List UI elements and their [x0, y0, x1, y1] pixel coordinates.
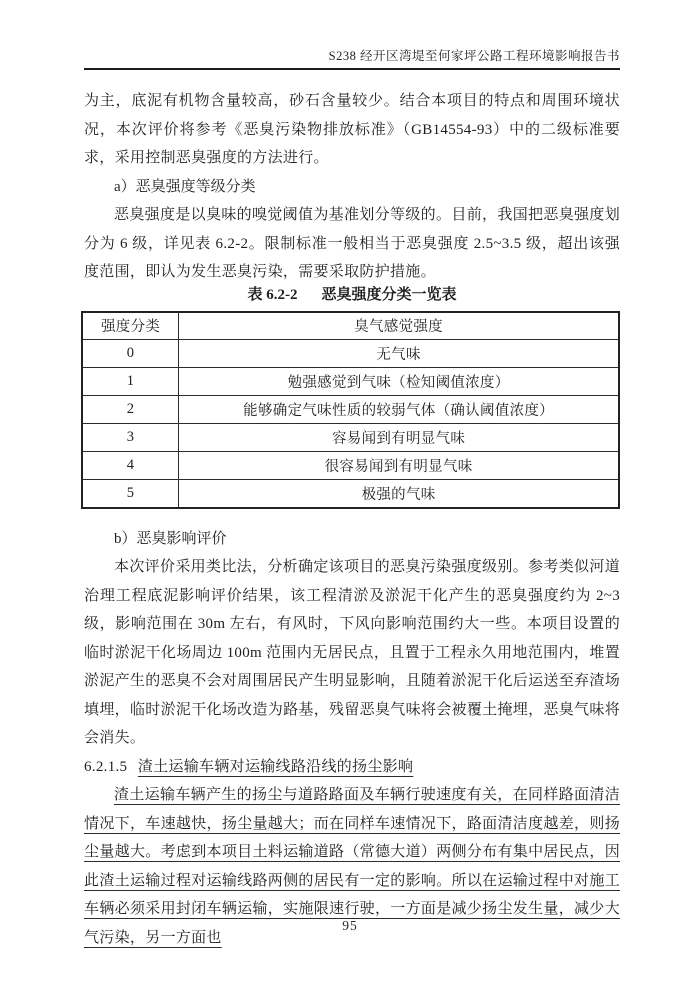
table-row: [82, 424, 619, 452]
heading-odor-grade-classification: a）恶臭强度等级分类: [114, 178, 256, 195]
paragraph-odor-impact: 本次评价采用类比法，分析确定该项目的恶臭污染强度级别。参考类似河道治理工程底泥影响评价结果，该工程清淤及淤泥干化产生的恶臭强度约为 2~3 级，影响范围在 30m 左右，有风时，下风向影响范围约大一些。本项目设置的临时淤泥干化场周边 100m 范围内无居民点，且置于工程永久用地范围内，堆置淤泥产生的恶臭不会对周围居民产生明显影响，且随着淤泥干化后运送至弃渣场填埋，临时淤泥干化场改造为路基，残留恶臭气味将会被覆土掩埋，恶臭气味将会消失。: [84, 559, 620, 746]
table-caption-number: 表 6.2-2: [247, 286, 298, 303]
table-cell-grade: 1: [82, 368, 179, 396]
page-number: 95: [342, 918, 358, 933]
table-caption-title: 恶臭强度分类一览表: [321, 286, 457, 303]
table-row: [82, 452, 619, 480]
odor-table-body: [82, 340, 619, 508]
table-header-class: 强度分类: [82, 312, 179, 340]
spacer: [84, 509, 620, 525]
running-header-title: S238 经开区湾堤至何家坪公路工程环境影响报告书: [328, 49, 620, 63]
table-cell-grade: 2: [82, 396, 179, 424]
table-cell-description: 极强的气味: [179, 480, 619, 508]
odor-intensity-table: [81, 311, 620, 509]
table-cell-description: 勉强感觉到气味（检知阈值浓度）: [179, 368, 619, 396]
table-caption: [84, 285, 620, 306]
paragraph-odor-grades: 恶臭强度是以臭味的嗅觉阈值为基准划分等级的。目前，我国把恶臭强度划分为 6 级，详见表 6.2-2。限制标准一般相当于恶臭强度 2.5~3.5 级，超出该强度范围，即认为发生恶臭污染，需要采取防护措施。: [84, 207, 620, 280]
table-cell-description: 容易闻到有明显气味: [179, 424, 619, 452]
table-row: [82, 368, 619, 396]
table-row: [82, 396, 619, 424]
paragraph-odor-standard: 为主，底泥有机物含量较高，砂石含量较少。结合本项目的特点和周围环境状况，本次评价将参考《恶臭污染物排放标准》（GB14554-93）中的二级标准要求，采用控制恶臭强度的方法进行。: [84, 93, 620, 166]
table-cell-description: 很容易闻到有明显气味: [179, 452, 619, 480]
table-header-perception: 臭气感觉强度: [179, 312, 619, 340]
running-header: [84, 46, 620, 70]
table-cell-grade: 4: [82, 452, 179, 480]
document-body: [84, 87, 620, 952]
table-cell-grade: 3: [82, 424, 179, 452]
page-footer: [0, 918, 700, 934]
table-cell-grade: 0: [82, 340, 179, 368]
table-cell-description: 能够确定气味性质的较弱气体（确认阈值浓度）: [179, 396, 619, 424]
table-cell-grade: 5: [82, 480, 179, 508]
paragraph-dust-impact: 渣土运输车辆产生的扬尘与道路路面及车辆行驶速度有关，在同样路面清洁情况下，车速越快，扬尘量越大；而在同样车速情况下，路面清洁度越差，则扬尘量越大。考虑到本项目土料运输道路（常德大道）两侧分布有集中居民点，因此渣土运输过程对运输线路两侧的居民有一定的影响。所以在运输过程中对施工车辆必须采用封闭车辆运输，实施限速行驶，一方面是减少扬尘发生量，减少大气污染，另一方面也: [84, 787, 620, 946]
table-row: [82, 340, 619, 368]
table-row: [82, 480, 619, 508]
table-cell-description: 无气味: [179, 340, 619, 368]
section-heading-6215: [84, 753, 620, 782]
odor-table-head: [82, 312, 619, 340]
section-title: 渣土运输车辆对运输线路沿线的扬尘影响: [137, 758, 414, 775]
section-number: 6.2.1.5: [84, 758, 128, 775]
table-header-row: [82, 312, 619, 340]
heading-odor-impact-assessment: b）恶臭影响评价: [114, 530, 227, 547]
